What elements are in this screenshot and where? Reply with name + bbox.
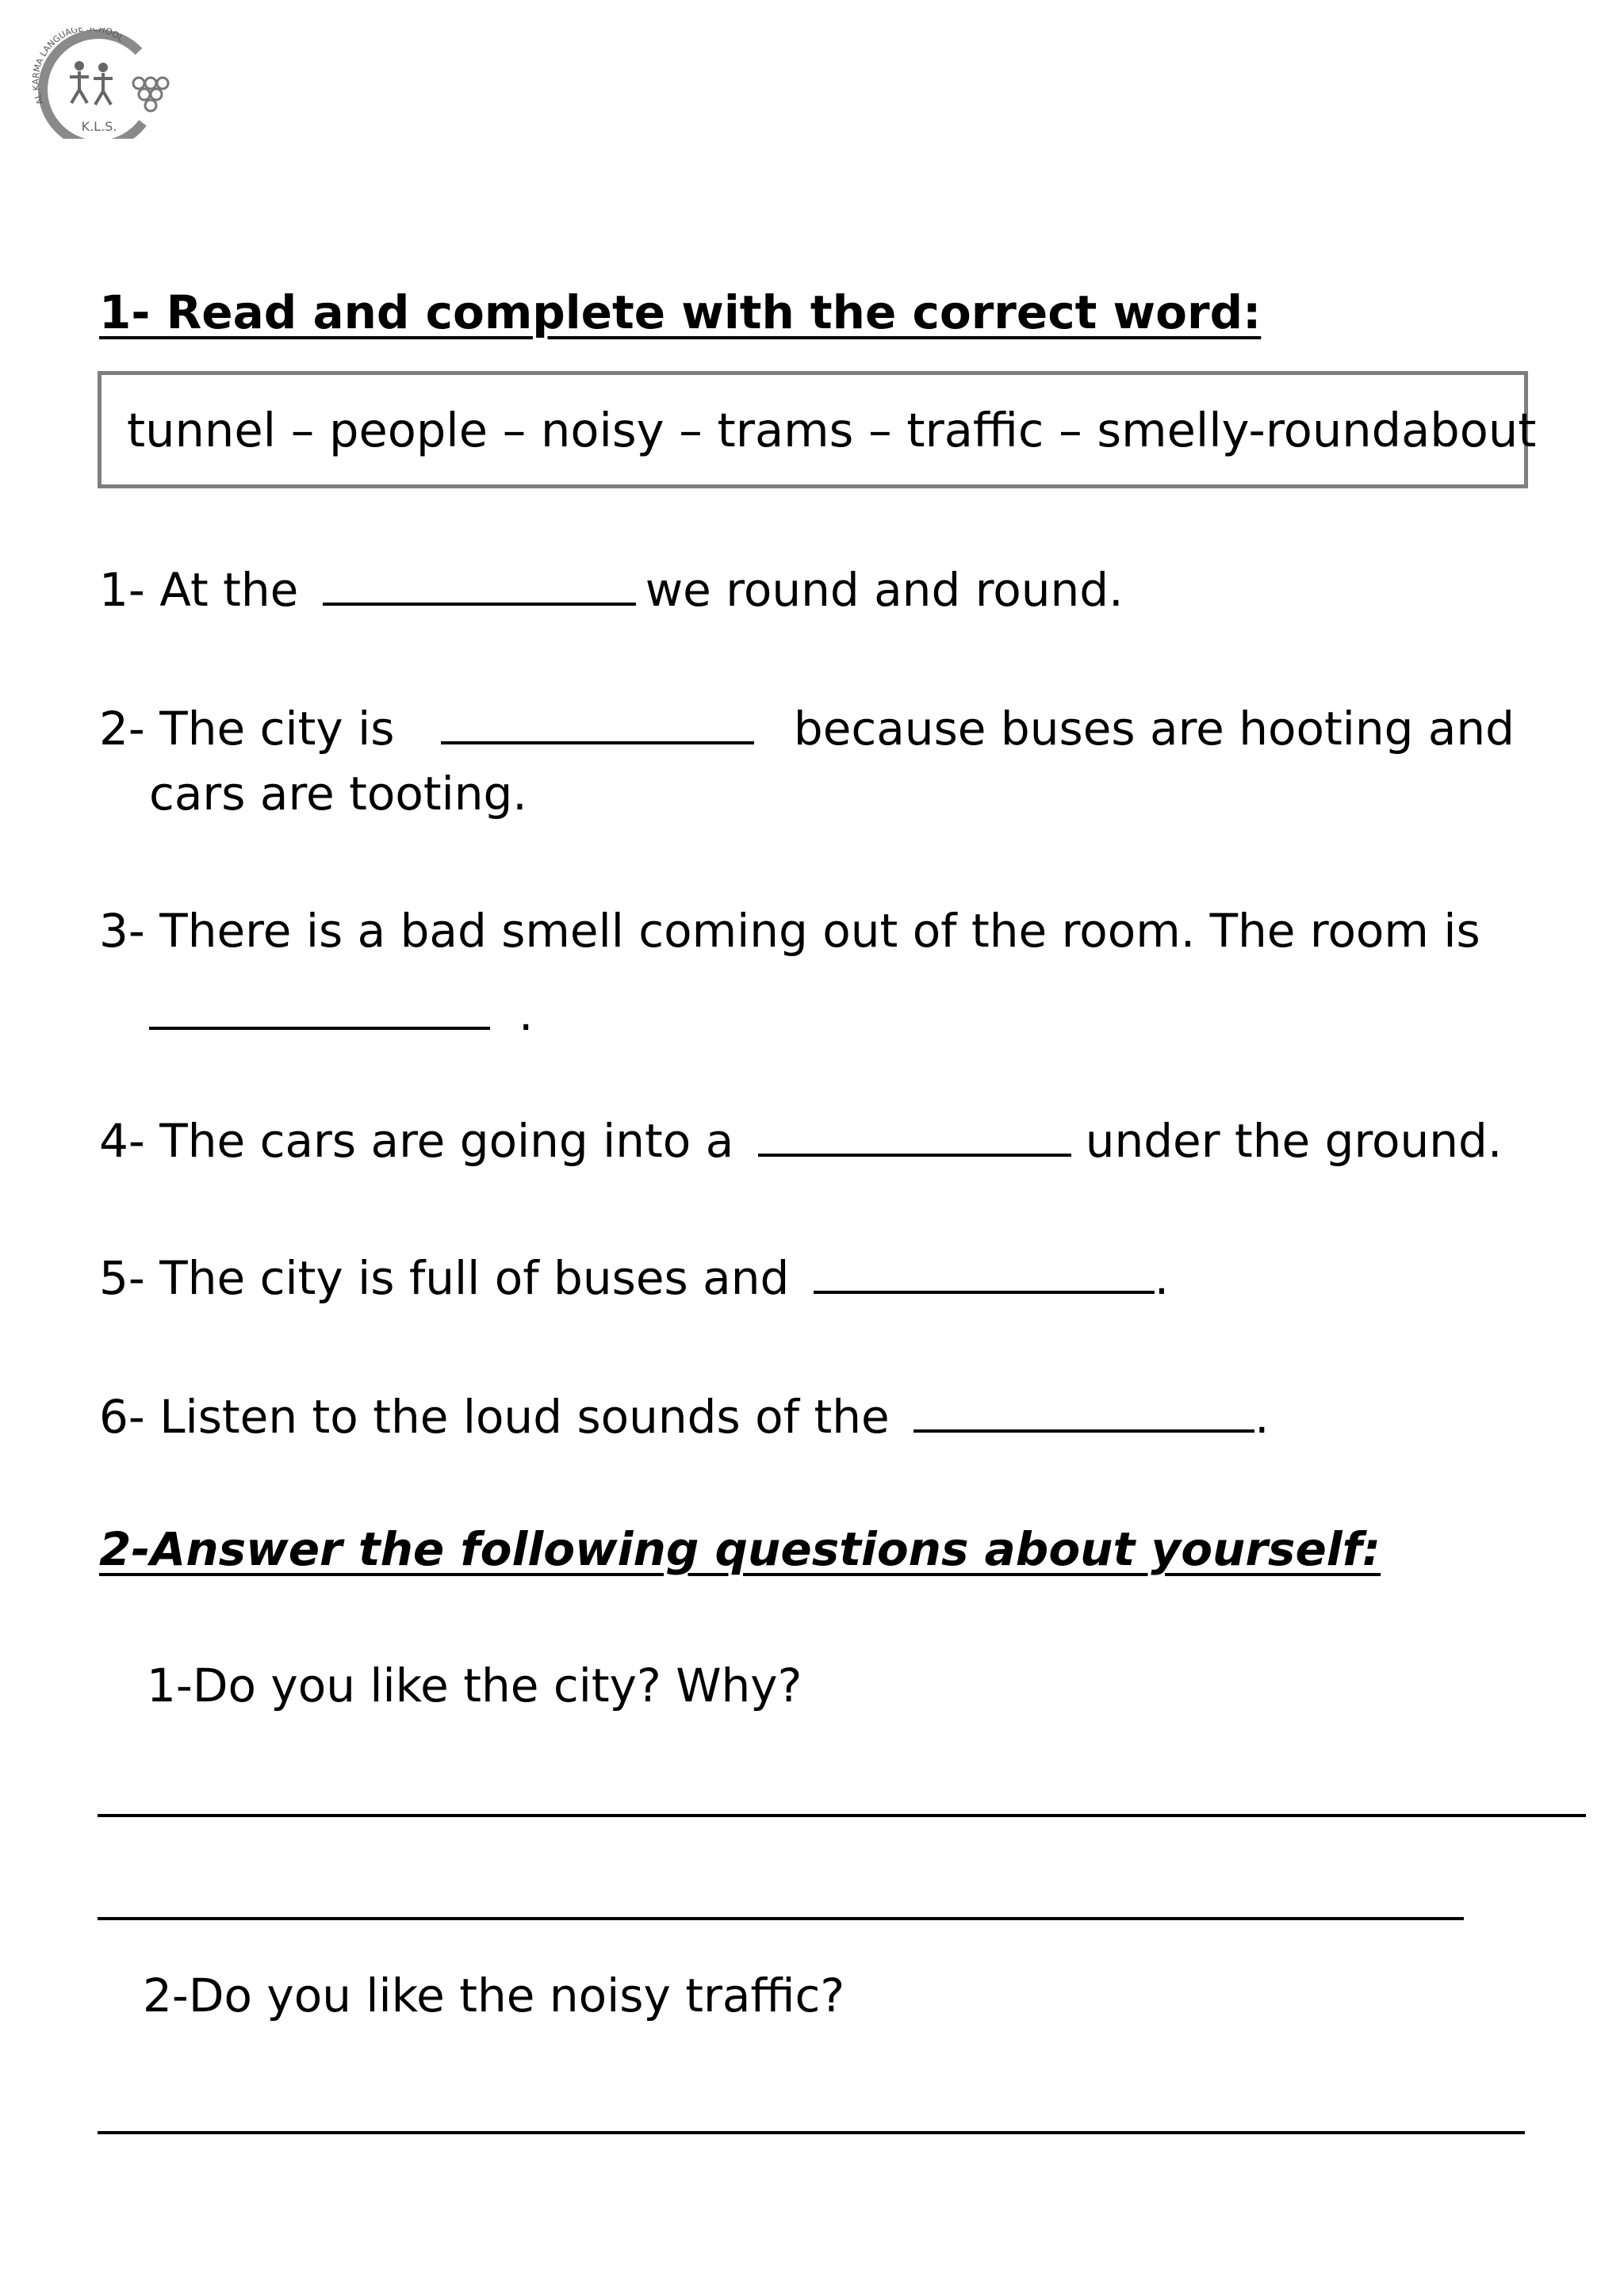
exercise-item-3-continuation: . (149, 983, 533, 1041)
answer-blank[interactable] (814, 1247, 1155, 1294)
section2-heading: 2-Answer the following questions about yourself: (99, 1522, 1381, 1576)
exercise-item-4: 4- The cars are going into a under the ground. (99, 1110, 1502, 1168)
logo-initials: K.L.S. (81, 119, 117, 134)
exercise-item-3: 3- There is a bad smell coming out of the room. The room is (99, 904, 1480, 958)
answer-line[interactable] (98, 1814, 1586, 1817)
exercise-item-5: 5- The city is full of buses and . (99, 1247, 1169, 1305)
answer-blank[interactable] (914, 1386, 1254, 1433)
answer-blank[interactable] (149, 983, 490, 1030)
answer-blank[interactable] (441, 698, 754, 744)
exercise-item-6: 6- Listen to the loud sounds of the . (99, 1386, 1270, 1444)
school-logo (24, 28, 174, 139)
question-1: 1-Do you like the city? Why? (147, 1659, 802, 1712)
exercise-item-1: 1- At the we round and round. (99, 559, 1124, 617)
exercise-item-2-continuation: cars are tooting. (149, 767, 527, 821)
logo-arc-text: AL KARMA LANGUAGE SCHOOL (30, 28, 126, 106)
exercise-item-2: 2- The city is because buses are hooting and (99, 698, 1515, 756)
answer-blank[interactable] (323, 559, 636, 606)
answer-line[interactable] (98, 2131, 1525, 2134)
section1-heading: 1- Read and complete with the correct word: (99, 285, 1262, 339)
question-2: 2-Do you like the noisy traffic? (143, 1969, 845, 2022)
word-bank-box (98, 371, 1537, 488)
answer-blank[interactable] (758, 1110, 1071, 1157)
answer-line[interactable] (98, 1917, 1464, 1920)
word-bank-text: tunnel – people – noisy – trams – traffic – smelly-roundabout (127, 402, 1537, 457)
